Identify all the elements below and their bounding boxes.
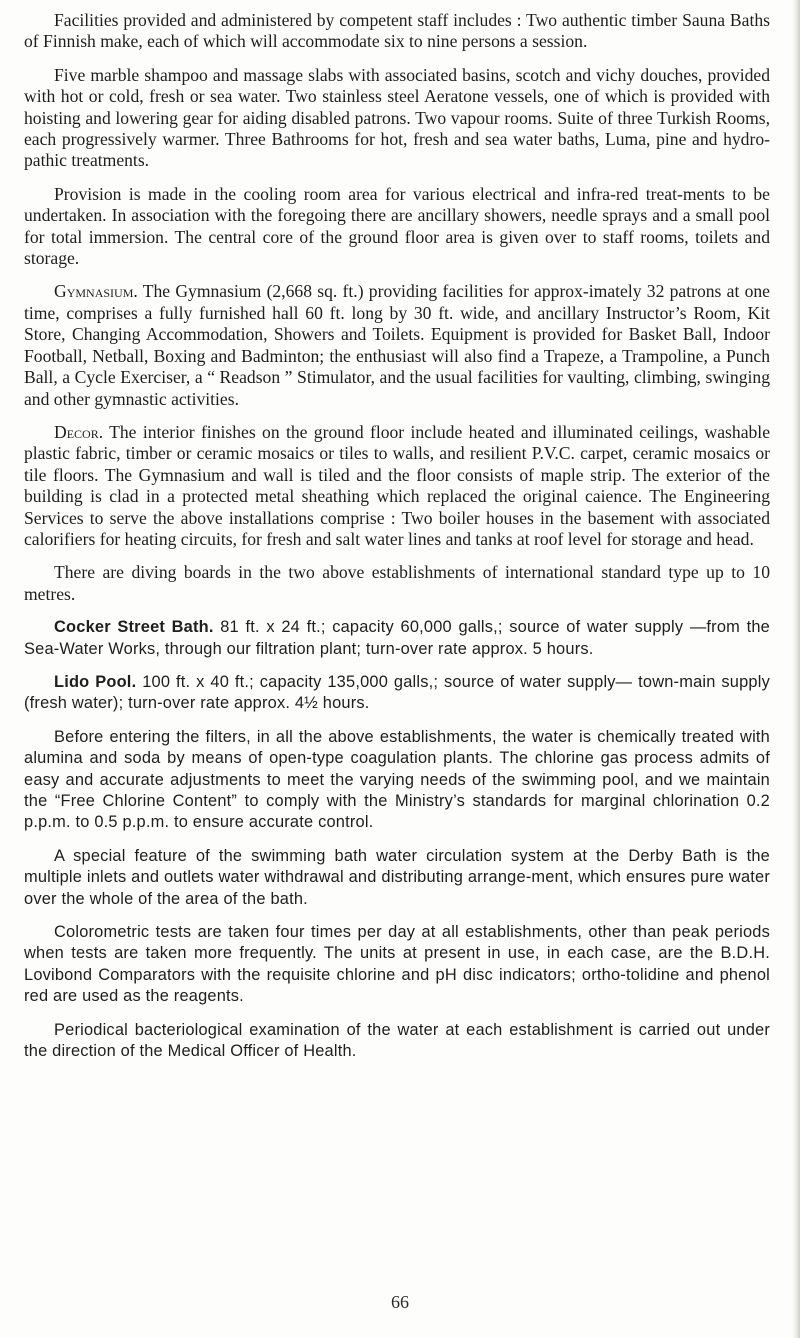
section-heading-lido-pool: Lido Pool. [54,672,137,691]
section-heading-decor: Decor. [54,421,104,442]
page-number: 66 [391,1292,409,1312]
paragraph-cooling-room [24,184,770,270]
paragraph-text: There are diving boards in the two above establishments of international standard type up to 10 metres. [24,562,770,604]
paragraph-massage-facilities [24,65,770,172]
paragraph-decor [24,422,770,550]
page-body [24,10,770,1074]
paragraph-gymnasium [24,281,770,409]
paragraph-text: The Gymnasium (2,668 sq. ft.) providing facilities for approx-imately 32 patrons at one time, comprises a fully furnished hall 60 ft. long by 30 ft. wide, and ancillary Instructor’s Room, Kit Store, Changing Accommodation, Showers and Toilets. Equipment is provided for Basket Ball, Indoor Football, Netball, Boxing and Badminton; the enthusiast will also find a Trapeze, a Trampoline, a Punch Ball, a Cycle Exerciser, a “ Readson ” Stimulator, and the usual facilities for vaulting, climbing, swinging and other gymnastic activities. [24,281,770,409]
paragraph-lido-pool [24,672,770,715]
paragraph-filtration [24,727,770,834]
paragraph-text: Periodical bacteriological examination of the water at each establishment is carried out under the direction of the Medical Officer of Health. [24,1020,770,1061]
paragraph-sauna [24,10,770,53]
paragraph-text: Colorometric tests are taken four times per day at all establishments, other than peak periods when tests are taken more frequently. The units at present in use, in each case, are the B.D.H. Lovibond Comparators with the requisite chlorine and pH disc indicators; ortho-tolidine and phenol red are used as the reagents. [24,923,770,1006]
paragraph-text: The interior finishes on the ground floor include heated and illuminated ceilings, washable plastic fabric, timber or ceramic mosaics or tiles to walls, and resilient P.V.C. carpet, ceramic mosaics or tile floors. The Gymnasium and wall is tiled and the floor consists of maple strip. The exterior of the building is clad in a protected metal sheathing which replaced the original caience. The Engineering Services to serve the above installations comprise : Two boiler houses in the basement with associated calorifiers for heating circuits, for fresh and salt water lines and tanks at roof level for storage and head. [24,421,770,549]
paragraph-bacteriological [24,1020,770,1063]
paragraph-text: A special feature of the swimming bath water circulation system at the Derby Bath is the multiple inlets and outlets water withdrawal and distributing arrange-ment, which ensures pure water over the whole of the area of the bath. [24,846,770,908]
paragraph-diving-boards [24,562,770,605]
paragraph-cocker-street-bath [24,617,770,660]
paragraph-colorometric-tests [24,922,770,1008]
paragraph-derby-bath [24,846,770,910]
paragraph-text: Five marble shampoo and massage slabs with associated basins, scotch and vichy douches, provided with hot or cold, fresh or sea water. Two stainless steel Aeratone vessels, one of which is provided with hoisting and lowering gear for aiding disabled patrons. Two vapour rooms. Suite of three Turkish Rooms, each progressively warmer. Three Bathrooms for hot, fresh and sea water baths, Luma, pine and hydro-pathic treatments. [24,64,770,171]
section-heading-cocker-street-bath: Cocker Street Bath. [54,618,214,637]
paragraph-text: 81 ft. x 24 ft.; capacity 60,000 galls,; source of water supply —from the Sea-Water Works, through our filtration plant; turn-over rate approx. 5 hours. [24,618,770,658]
paragraph-text: Facilities provided and administered by competent staff includes : Two authentic timber Sauna Baths of Finnish make, each of which will accommodate six to nine persons a session. [24,10,770,52]
paragraph-text: 100 ft. x 40 ft.; capacity 135,000 galls,; source of water supply— town-main supply (fresh water); turn-over rate approx. 4½ hours. [24,672,770,713]
page-edge-shadow [792,0,800,1338]
paragraph-text: Provision is made in the cooling room area for various electrical and infra-red treat-ments to be undertaken. In association with the foregoing there are ancillary showers, needle sprays and a small pool for total immersion. The central core of the ground floor area is given over to staff rooms, toilets and storage. [24,183,770,269]
paragraph-text: Before entering the filters, in all the above establishments, the water is chemically treated with alumina and soda by means of open-type coagulation plants. The chlorine gas process admits of easy and accurate adjustments to meet the varying needs of the swimming pool, and we maintain the “Free Chlorine Content” to comply with the Ministry’s standards for marginal chlorination 0.2 p.p.m. to 0.5 p.p.m. to ensure accurate control. [24,727,770,832]
section-heading-gymnasium: Gymnasium. [54,281,138,302]
